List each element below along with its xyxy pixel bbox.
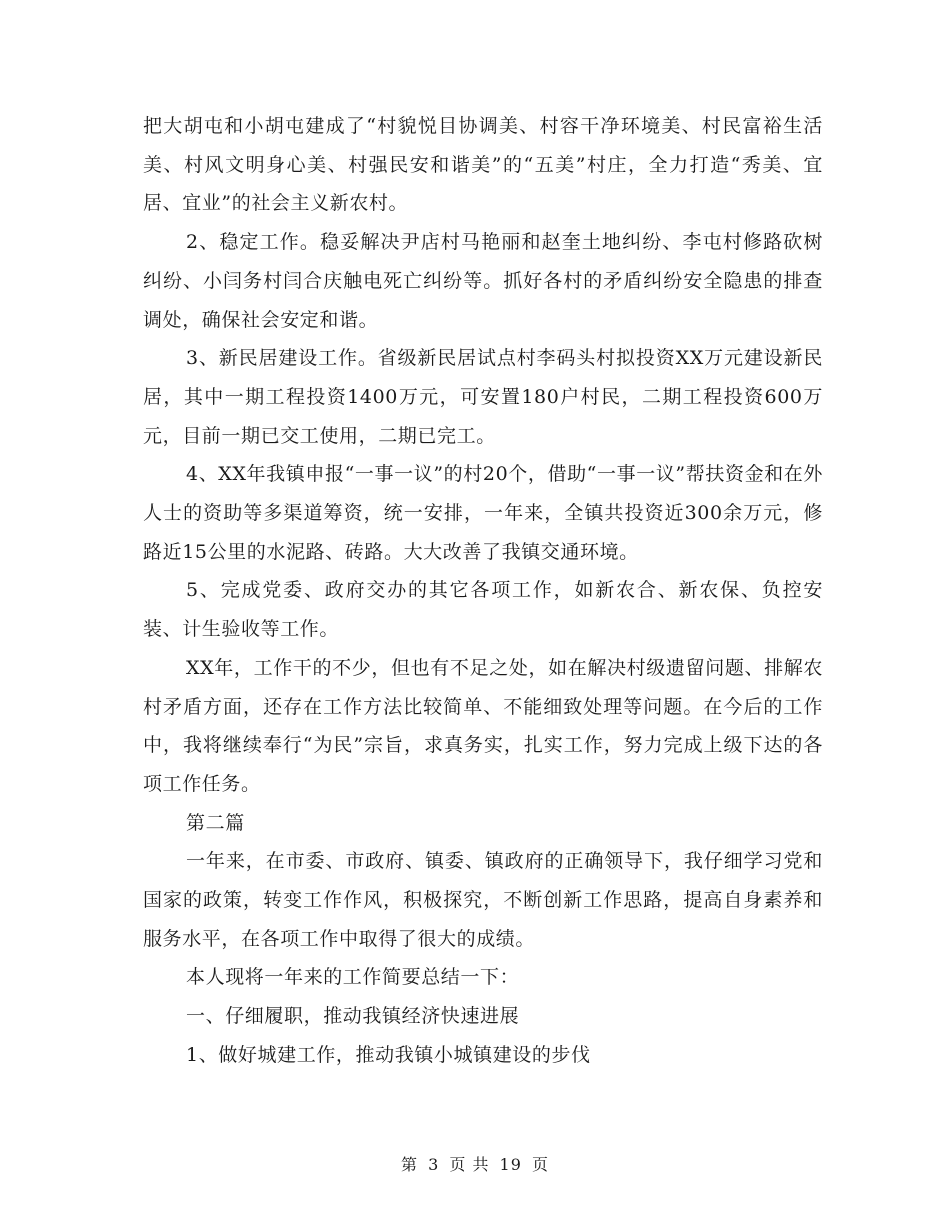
paragraph-5: 5、完成党委、政府交办的其它各项工作，如新农合、新农保、负控安装、计生验收等工作。 <box>143 579 823 641</box>
page-footer <box>0 1152 950 1175</box>
current-page-number: 3 <box>428 1155 440 1174</box>
footer-prefix: 第 <box>400 1155 418 1174</box>
paragraph-1: 把大胡屯和小胡屯建成了“村貌悦目协调美、村容干净环境美、村民富裕生活美、村风文明身心美、村强民安和谐美”的“五美”村庄，全力打造“秀美、宜居、宜业”的社会主义新农村。 <box>143 115 823 215</box>
paragraph-8: 一年来，在市委、市政府、镇委、镇政府的正确领导下，我仔细学习党和国家的政策，转变工作作风，积极探究，不断创新工作思路，提高自身素养和服务水平，在各项工作中取得了很大的成绩。 <box>143 850 823 950</box>
total-pages-number: 19 <box>499 1155 522 1174</box>
paragraph-9: 本人现将一年来的工作简要总结一下： <box>186 966 520 989</box>
paragraph-6: XX年，工作干的不少，但也有不足之处，如在解决村级遗留问题、排解农村矛盾方面，还存在工作方法比较简单、不能细致处理等问题。在今后的工作中，我将继续奉行“为民”宗旨，求真务实，扎实工作，努力完成上级下达的各项工作任务。 <box>143 656 823 795</box>
subheading-1-1: 1、做好城建工作，推动我镇小城镇建设的步伐 <box>186 1043 591 1066</box>
subheading-1: 一、仔细履职，推动我镇经济快速进展 <box>186 1005 520 1028</box>
footer-suffix: 页 <box>532 1155 550 1174</box>
document-body <box>143 107 823 1075</box>
paragraph-3: 3、新民居建设工作。省级新民居试点村李码头村拟投资XX万元建设新民居，其中一期工程投资1400万元，可安置180户村民，二期工程投资600万元，目前一期已交工使用，二期已完工。 <box>143 347 823 447</box>
section-heading-part-two: 第二篇 <box>186 811 245 834</box>
footer-mid: 页 共 <box>449 1155 490 1174</box>
paragraph-2: 2、稳定工作。稳妥解决尹店村马艳丽和赵奎土地纠纷、李屯村修路砍树纠纷、小闫务村闫合庆触电死亡纠纷等。抓好各村的矛盾纠纷安全隐患的排查调处，确保社会安定和谐。 <box>143 231 823 331</box>
paragraph-4: 4、XX年我镇申报“一事一议”的村20个，借助“一事一议”帮扶资金和在外人士的资助等多渠道筹资，统一安排，一年来，全镇共投资近300余万元，修路近15公里的水泥路、砖路。大大改善了我镇交通环境。 <box>143 463 823 563</box>
